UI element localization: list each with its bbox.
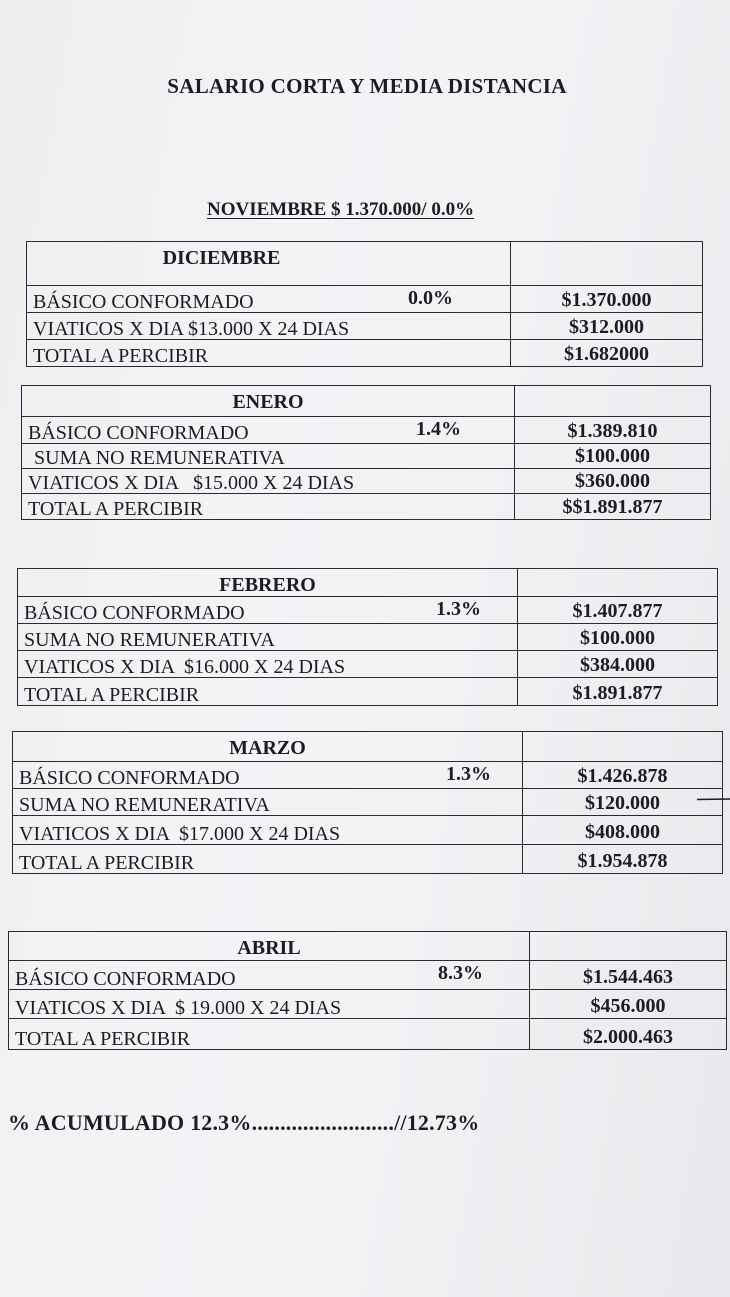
empty-header-cell [511, 242, 703, 286]
row-value: $384.000 [518, 651, 718, 678]
row-value: $120.000 [523, 789, 723, 816]
row-value: $100.000 [515, 444, 711, 469]
row-value: $408.000 [523, 816, 723, 845]
row-value: $1.544.463 [530, 961, 727, 990]
handwritten-arrow-mark [697, 798, 730, 801]
row-label: BÁSICO CONFORMADO [24, 602, 245, 624]
row-label: VIATICOS X DIA $16.000 X 24 DIAS [24, 656, 346, 678]
table-row [27, 340, 703, 367]
increase-percent: 1.3% [436, 598, 481, 620]
row-value: $1.389.810 [515, 417, 711, 444]
document-title: SALARIO CORTA Y MEDIA DISTANCIA [167, 74, 567, 98]
table-row [18, 678, 718, 706]
table-row [9, 961, 727, 990]
row-value: $1.891.877 [518, 678, 718, 706]
row-value: $312.000 [511, 313, 703, 340]
month-name: ABRIL [9, 932, 530, 961]
row-value: $1.370.000 [511, 286, 703, 313]
table-row [13, 816, 723, 845]
row-label: BÁSICO CONFORMADO [19, 767, 240, 789]
table-row [13, 762, 723, 789]
row-label: VIATICOS X DIA $15.000 X 24 DIAS [28, 472, 355, 494]
row-value: $1.682000 [511, 340, 703, 367]
row-label: TOTAL A PERCIBIR [19, 852, 195, 874]
empty-header-cell [515, 386, 711, 417]
cumulative-percentage: % ACUMULADO 12.3%.........................//12.73% [8, 1110, 480, 1135]
row-value: $456.000 [530, 990, 727, 1019]
row-label: TOTAL A PERCIBIR [15, 1028, 191, 1050]
table-row [27, 313, 703, 340]
row-label: TOTAL A PERCIBIR [24, 684, 200, 706]
table-row [22, 494, 711, 520]
table-row [22, 444, 711, 469]
table-row [9, 1019, 727, 1050]
table-row [9, 990, 727, 1019]
row-label: VIATICOS X DIA $13.000 X 24 DIAS [33, 318, 350, 340]
row-value: $2.000.463 [530, 1019, 727, 1050]
row-label: SUMA NO REMUNERATIVA [24, 629, 275, 651]
row-value: $1.426.878 [523, 762, 723, 789]
increase-percent: 1.4% [416, 418, 461, 440]
month-name: FEBRERO [18, 569, 518, 597]
table-row [27, 286, 703, 313]
table-row [13, 845, 723, 874]
row-value: $$1.891.877 [515, 494, 711, 520]
month-name: ENERO [22, 386, 515, 417]
empty-header-cell [523, 732, 723, 762]
table-row [22, 417, 711, 444]
row-label: SUMA NO REMUNERATIVA [34, 447, 285, 469]
november-salary-reference: NOVIEMBRE $ 1.370.000/ 0.0% [207, 199, 475, 220]
table-enero [21, 385, 711, 520]
row-label: VIATICOS X DIA $17.000 X 24 DIAS [19, 823, 341, 845]
row-value: $1.407.877 [518, 597, 718, 624]
table-row [18, 624, 718, 651]
row-label: TOTAL A PERCIBIR [33, 345, 209, 367]
row-label: BÁSICO CONFORMADO [15, 968, 236, 990]
row-value: $360.000 [515, 469, 711, 494]
row-value: $100.000 [518, 624, 718, 651]
table-diciembre [26, 241, 703, 367]
row-label: SUMA NO REMUNERATIVA [19, 794, 270, 816]
month-name: DICIEMBRE [27, 242, 511, 286]
empty-header-cell [518, 569, 718, 597]
table-row [13, 789, 723, 816]
table-row [18, 651, 718, 678]
row-label: VIATICOS X DIA $ 19.000 X 24 DIAS [15, 997, 342, 1019]
table-row [22, 469, 711, 494]
increase-percent: 8.3% [438, 962, 483, 984]
table-row [18, 597, 718, 624]
table-abril [8, 931, 727, 1050]
empty-header-cell [530, 932, 727, 961]
month-name: MARZO [13, 732, 523, 762]
increase-percent: 0.0% [408, 287, 453, 309]
row-label: TOTAL A PERCIBIR [28, 498, 204, 520]
table-febrero [17, 568, 718, 706]
row-value: $1.954.878 [523, 845, 723, 874]
row-label: BÁSICO CONFORMADO [33, 291, 254, 313]
row-label: BÁSICO CONFORMADO [28, 422, 249, 444]
increase-percent: 1.3% [446, 763, 491, 785]
table-marzo [12, 731, 723, 874]
